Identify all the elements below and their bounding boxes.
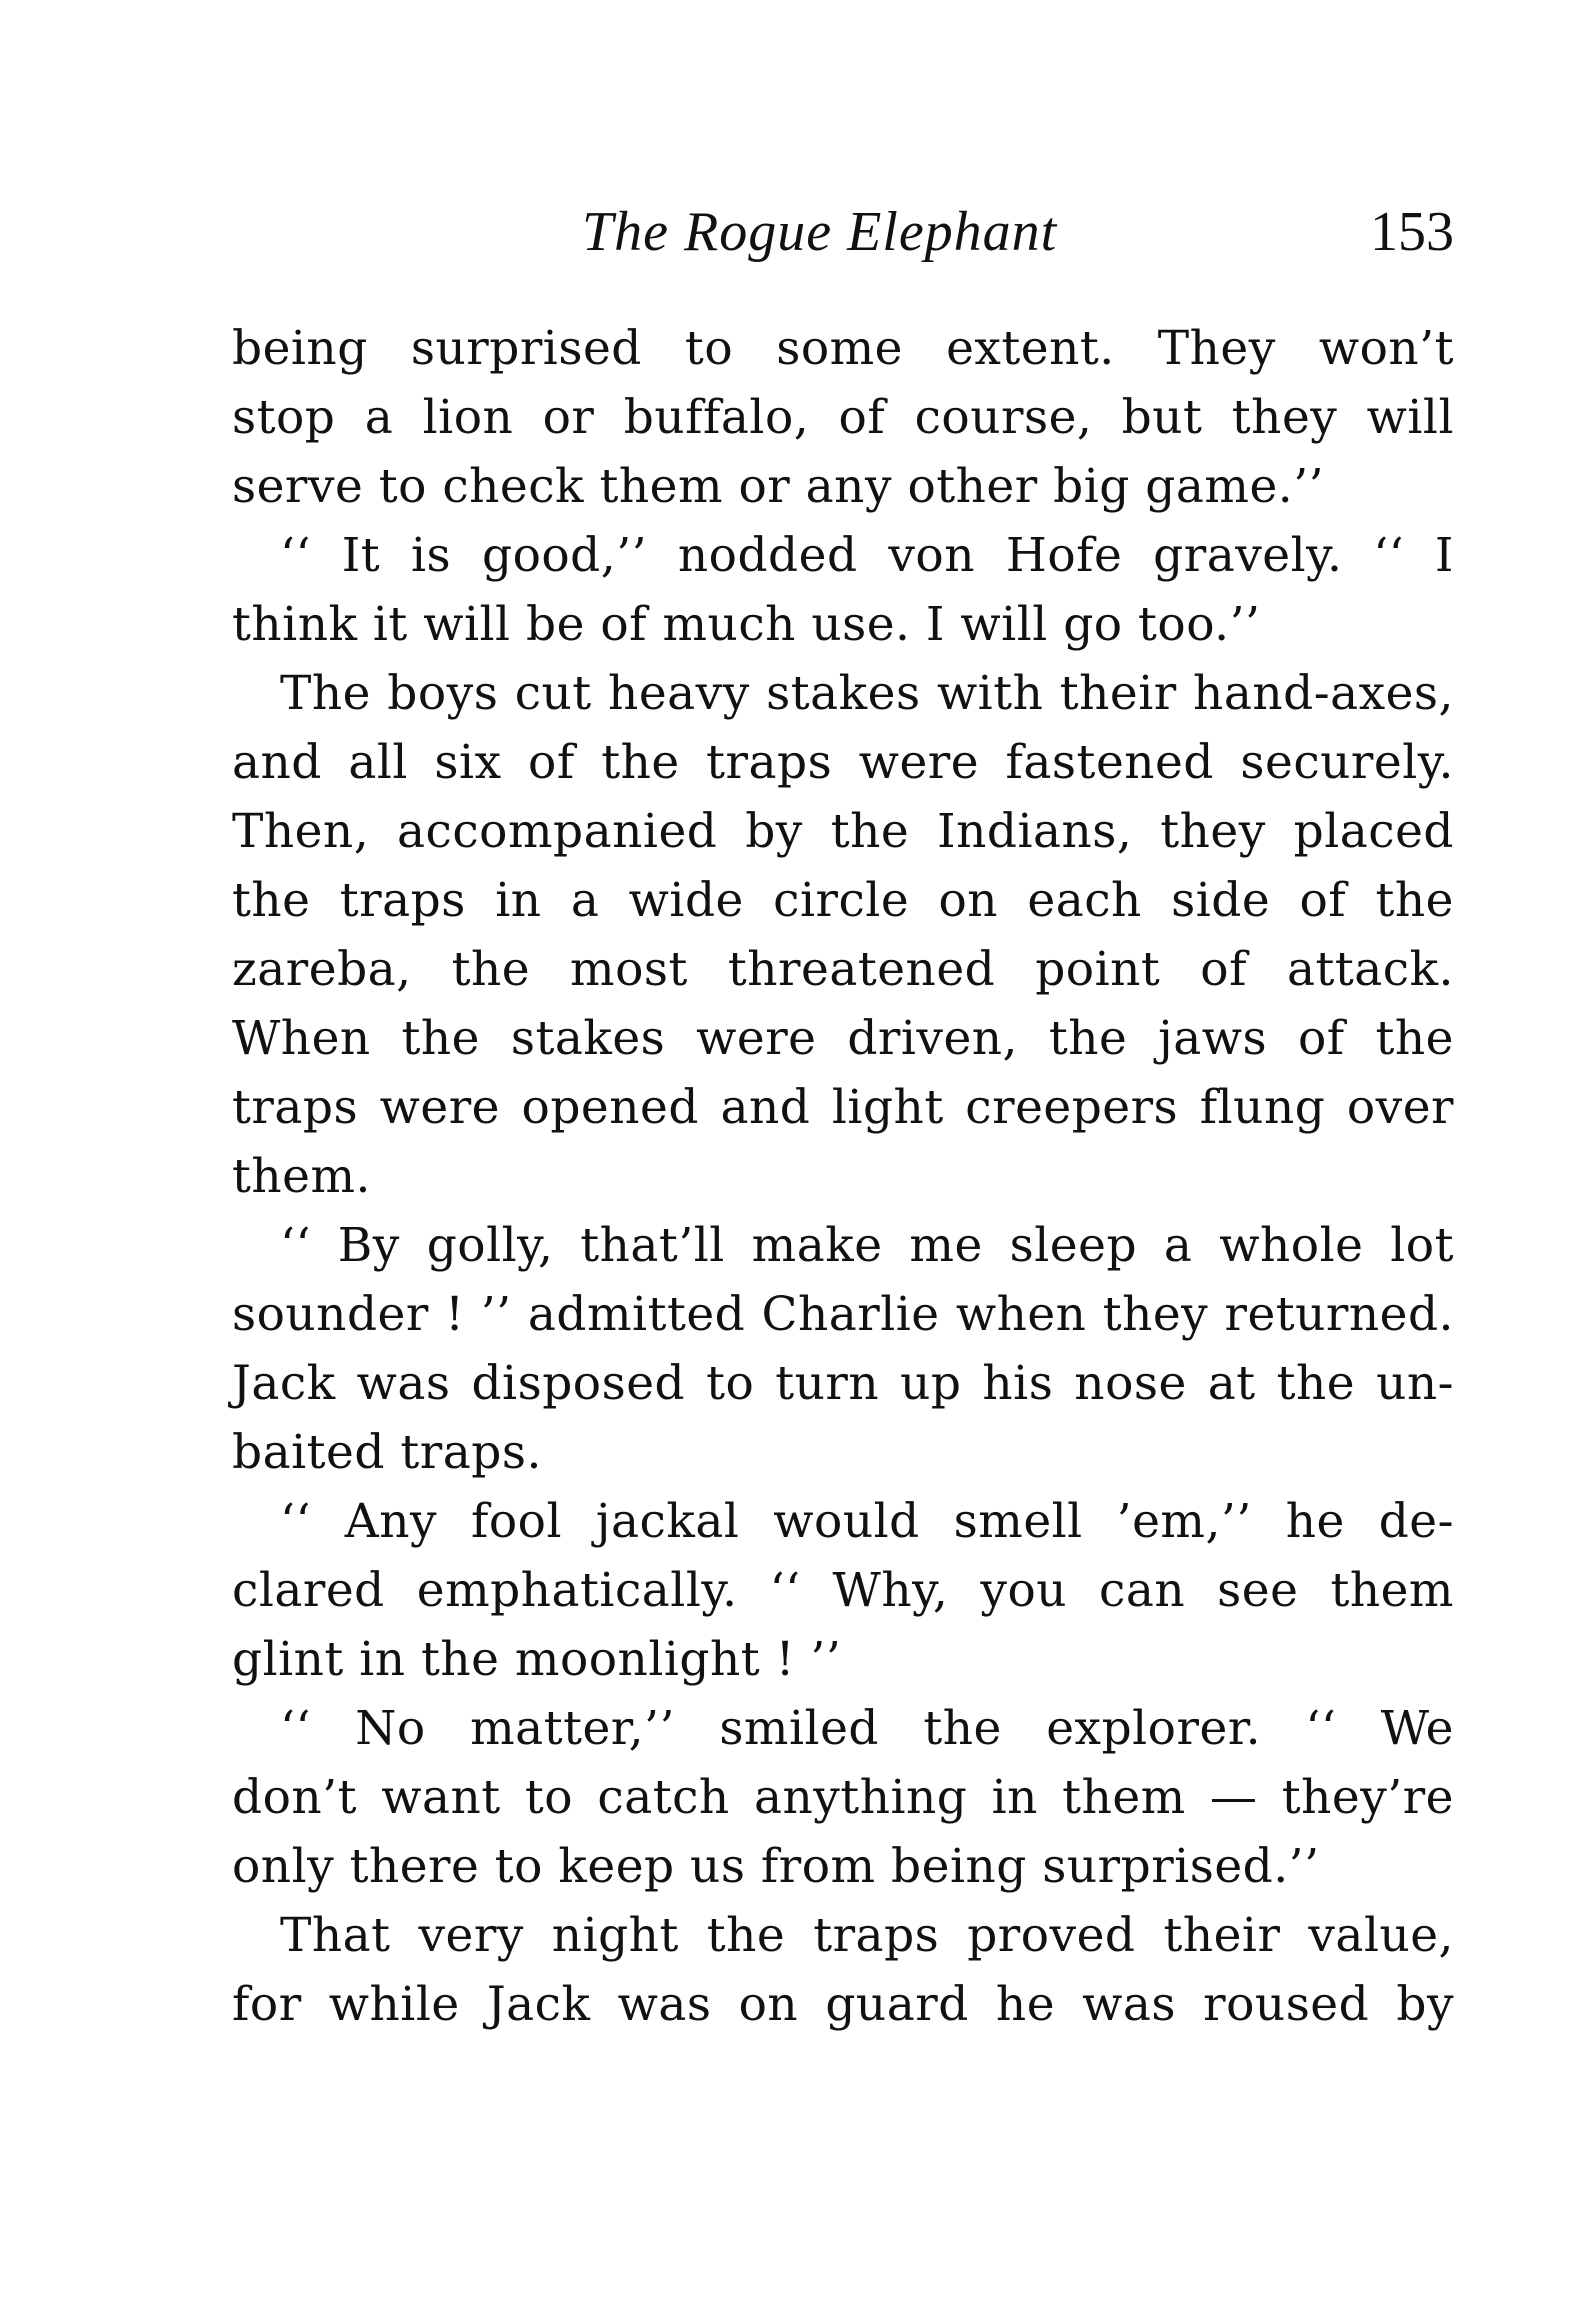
text-line: sounder ! ’’ admitted Charlie when they returned. <box>232 1287 1454 1342</box>
text-line: stop a lion or buffalo, of course, but they will <box>232 390 1454 445</box>
page-header <box>232 200 1454 270</box>
text-line: ‘‘ Any fool jackal would smell ’em,’’ he de- <box>280 1494 1454 1549</box>
text-line: for while Jack was on guard he was roused by <box>232 1977 1454 2032</box>
text-line: When the stakes were driven, the jaws of the <box>232 1011 1454 1066</box>
text-line: only there to keep us from being surprised.’’ <box>232 1839 1320 1894</box>
text-line: baited traps. <box>232 1425 542 1480</box>
text-line: ‘‘ It is good,’’ nodded von Hofe gravely. ‘‘ I <box>280 528 1454 583</box>
text-line: being surprised to some extent. They won’t <box>232 321 1454 376</box>
text-line: don’t want to catch anything in them — they’re <box>232 1770 1454 1825</box>
text-line: think it will be of much use. I will go too.’’ <box>232 597 1261 652</box>
text-line: ‘‘ By golly, that’ll make me sleep a whole lot <box>280 1218 1454 1273</box>
text-line: glint in the moonlight ! ’’ <box>232 1632 842 1687</box>
text-line: That very night the traps proved their value, <box>280 1908 1454 1963</box>
page-number: 153 <box>1370 201 1454 263</box>
text-line: serve to check them or any other big game.’’ <box>232 459 1325 514</box>
text-line: The boys cut heavy stakes with their hand-axes, <box>280 666 1454 721</box>
text-line: and all six of the traps were fastened securely. <box>232 735 1454 790</box>
text-line: traps were opened and light creepers flung over <box>232 1080 1454 1135</box>
text-line: the traps in a wide circle on each side of the <box>232 873 1454 928</box>
text-line: clared emphatically. ‘‘ Why, you can see them <box>232 1563 1454 1618</box>
text-line: Jack was disposed to turn up his nose at the un- <box>232 1356 1454 1411</box>
text-line: them. <box>232 1149 371 1204</box>
text-line: Then, accompanied by the Indians, they placed <box>232 804 1454 859</box>
text-line: ‘‘ No matter,’’ smiled the explorer. ‘‘ We <box>280 1701 1454 1756</box>
body-text <box>232 314 1454 2039</box>
running-title: The Rogue Elephant <box>582 201 1058 263</box>
text-line: zareba, the most threatened point of attack. <box>232 942 1454 997</box>
